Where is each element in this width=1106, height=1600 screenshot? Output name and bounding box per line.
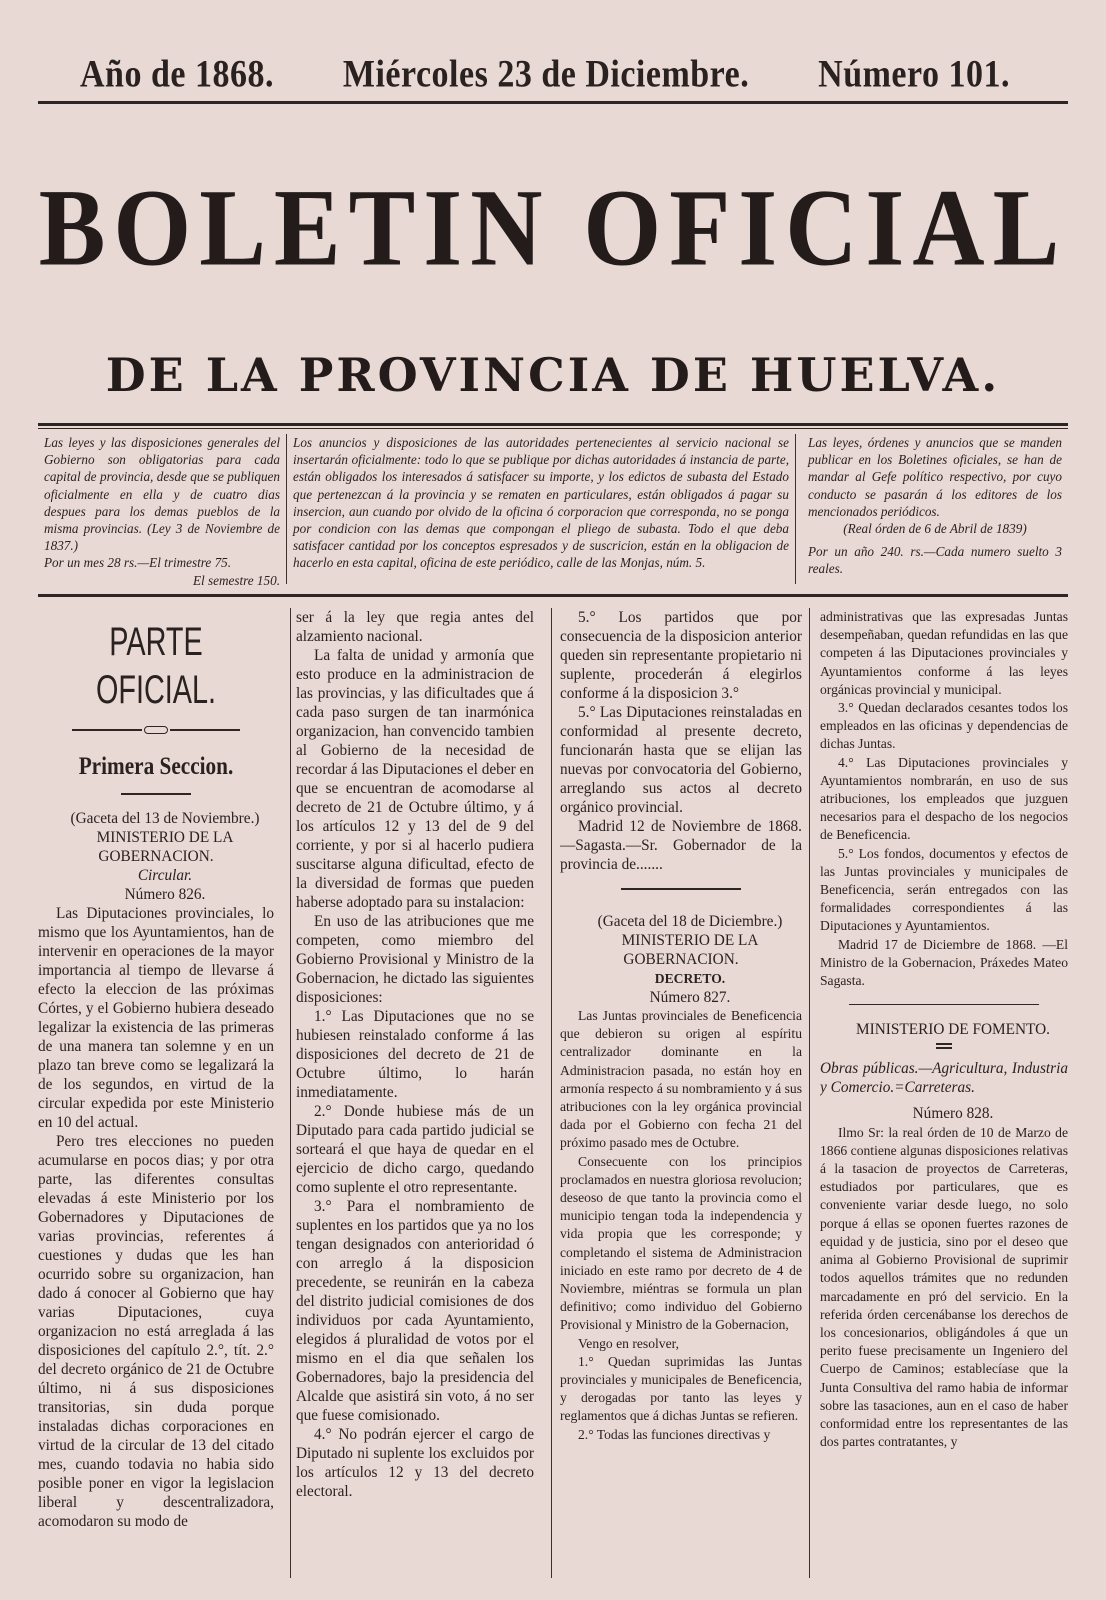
issue-year: Año de 1868.	[80, 53, 274, 96]
document-number: Número 826.	[124, 886, 206, 903]
issue-number: Número 101.	[818, 53, 1010, 96]
paragraph: 1.° Las Diputaciones que no se hubiesen reinstalado conforme á las disposiciones del decreto de 21 de Octubre último, lo harán inmediatamente.	[296, 1008, 534, 1101]
paragraph: En uso de las atribuciones que me competen, como miembro del Gobierno Provisional y Ministro de la Gobernacion, he dictado las siguientes disposiciones:	[296, 913, 534, 1006]
column-1	[38, 608, 274, 1588]
section-rule	[849, 1004, 1039, 1005]
circular-label: Circular.	[137, 867, 193, 884]
notice-left-text: Las leyes y las disposiciones generales del Gobierno son obligatorias para cada capital de provincia, desde que se publiquen oficialmente en ella y de cuatro dias despues para los demas pueblos de la misma provincias. (Ley 3 de Noviembre de 1837.)	[44, 435, 280, 554]
paragraph: 2.° Donde hubiese más de un Diputado para cada partido judicial se sorteará el que haya de quedar en el ejercicio de dicho cargo, quedando como suplente el otro representante.	[296, 1103, 534, 1196]
columns-top-rule	[38, 594, 1068, 597]
paragraph: 5.° Los fondos, documentos y efectos de las Juntas provinciales y municipales de Beneficencia, serán entregados con las formalidades correspondientes á las Diputaciones y Ayuntamientos.	[820, 845, 1068, 934]
paragraph: 4.° No podrán ejercer el cargo de Diputado ni suplente los excluidos por los artículos 12 y 13 del decreto electoral.	[296, 1426, 534, 1500]
section-heading: PARTE OFICIAL.	[95, 620, 217, 712]
masthead-rule	[38, 101, 1068, 104]
paragraph: Consecuente con los principios proclamados en nuestra gloriosa revolucion; deseoso de que tanto la provincia como el municipio tengan toda la independencia y vida propia que les corresponde; y completando el sistema de Administracion iniciado en este ramo por decreto de 4 de Noviembre, miéntras se formula un plan definitivo; como individuo del Gobierno Provisional y Ministro de la Gobernacion,	[560, 1153, 802, 1333]
paragraph: 1.° Quedan suprimidas las Juntas provinciales y municipales de Beneficencia, y derogadas por tanto las leyes y reglamentos que á dichas Juntas se refieren.	[560, 1353, 802, 1424]
paragraph: 2.° Todas las funciones directivas y	[578, 1426, 771, 1442]
paragraph: administrativas que las expresadas Juntas desempeñaban, quedan refundidas en las que competen á las Diputaciones provinciales y Ayuntamientos conforme á las leyes orgánicas provincial y municipal.	[820, 609, 1068, 697]
paragraph: Ilmo Sr: la real órden de 10 de Marzo de 1866 contiene algunas disposiciones relativas á la tasacion de proyectos de Carreteras, estudiados por particulares, que es conveniente variar desde luego, no solo porque á ellas se oponen fuertes razones de equidad y de justicia, sino por el deseo que anima al Gobierno Provisional de suprimir todos aquellos trámites que no redunden marcadamente en pró del servicio. En la referida órden cercenábanse los derechos de los concesionarios, obligándoles á que un perito fuese precisamente un Ingeniero del Cuerpo de Caminos; establecíase que la Junta Consultiva del ramo habia de informar sobre las tasaciones, aun en el caso de haber conformidad entre los representantes de las dos partes contratantes, y	[820, 1124, 1068, 1450]
paragraph: La falta de unidad y armonía que esto produce en la administracion de las provincias, y las dificultades que á cada paso surgen de tan inarmónica organizacion, han convencido tambien al Gobierno de la necesidad de recordar á las Diputaciones el deber en que se encuentran de acomodarse al decreto de 21 de Octubre último, y á los artículos 12 y 13 del de 9 del corriente, y por si al hacerlo pudiera suscitarse alguna dificultad, efecto de la diversidad de formas que pueden haberse adoptado para su instalacion:	[296, 647, 534, 911]
paragraph: 5.° Los partidos que por consecuencia de la disposicion anterior queden sin representante propietario ni suplente, procederán á elegirlos conforme á la disposicion 3.°	[560, 609, 802, 702]
notices-top-rule	[38, 423, 1068, 426]
column-2	[296, 608, 534, 1588]
decree-label: DECRETO.	[654, 971, 726, 986]
ornament-divider	[38, 720, 274, 739]
paragraph: 5.° Las Diputaciones reinstaladas en conformidad al presente decreto, funcionarán hasta que se elijan las nuevas por convocatoria del Gobierno, arreglando sus actos al decreto orgánico provincial.	[560, 704, 802, 816]
article-columns	[38, 608, 1068, 1588]
notice-left-price-1: Por un mes 28 rs.—El trimestre 75.	[44, 555, 232, 571]
column-4	[820, 608, 1068, 1588]
paragraph: Pero tres elecciones no pueden acumularse en pocos dias; y por otra parte, las diferentes consultas elevadas á este Ministerio por los Gobernadores y Diputaciones de varias provincias, referentes á cuestiones y dudas que les han ocurrido sobre su organizacion, han dado á conocer al Gobierno que hay varias Diputaciones, cuya organizacion no está arreglada á las disposiciones del capítulo 2.°, tít. 2.° del decreto orgánico de 21 de Octubre último, ni á sus disposiciones transitorias, sin duda porque instaladas dichas corporaciones en virtud de la circular de 13 del citado mes, cuando todavia no habia sido posible poner en vigor la legislacion liberal y descentralizadora, acomodaron su modo de	[38, 1133, 274, 1530]
subject-heading: Obras públicas.—Agricultura, Industria y Comercio.=Carreteras.	[820, 1060, 1068, 1097]
gazette-reference: (Gaceta del 13 de Noviembre.)	[70, 810, 260, 827]
notice-left-price-2: El semestre 150.	[192, 572, 280, 588]
issue-date: Miércoles 23 de Diciembre.	[342, 53, 750, 96]
paragraph: 3.° Para el nombramiento de suplentes en los partidos que ya no los tengan designados con anterioridad ó con arreglo á la disposicion precedente, se reunirán en la cabeza del distrito judicial comisiones de dos individuos por cada Ayuntamiento, elegidos á pluralidad de votos por el mismo en el dia que señalen los Gobernadores, bajo la presidencia del Alcalde que asistirá sin voto, á no ser que fuese comisionado.	[296, 1198, 534, 1424]
document-number: Número 828.	[912, 1105, 994, 1123]
section-rule	[621, 888, 741, 890]
ministry-heading: MINISTERIO DE FOMENTO.	[856, 1021, 1050, 1039]
notice-right-text: Las leyes, órdenes y anuncios que se manden publicar en los Boletines oficiales, se han de mandar al Gefe político respectivo, por cuyo conducto se pasarán á los editores de los mencionados periódicos.	[808, 435, 1062, 519]
paragraph: Vengo en resolver,	[578, 1335, 679, 1351]
short-rule	[121, 793, 191, 795]
paragraph: Las Diputaciones provinciales, lo mismo que los Ayuntamientos, han de intervenir en operaciones de la mayor importancia al tiempo de llevarse á efecto la eleccion de las próximas Córtes, y el Gobierno hubiera deseado legalizar la existencia de las primeras de una manera tan solemne y en un plazo tan breve como se legalizará la de los segundos, en virtud de la circular expedida por este Ministerio en 10 del actual.	[38, 905, 274, 1131]
notice-right-citation: (Real órden de 6 de Abril de 1839)	[843, 521, 1027, 537]
subscription-notices	[38, 434, 1068, 588]
section-subheading: Primera Seccion.	[78, 753, 234, 780]
document-number: Número 827.	[649, 989, 731, 1006]
decree-body	[560, 1007, 802, 1444]
notices-top-rule-thin	[38, 428, 1068, 429]
paragraph: Madrid 17 de Diciembre de 1868. —El Ministro de la Gobernacion, Práxedes Mateo Sagasta.	[820, 936, 1068, 989]
dateline	[80, 49, 1010, 102]
paragraph: Las Juntas provinciales de Beneficencia que debieron su origen al espíritu centralizador dominante en la Administracion pasada, no están hoy en armonía respecto á su nombramiento y á sus atribuciones con la ley orgánica provincial dada por el Gobierno con fecha 21 del próximo pasado mes de Octubre.	[560, 1008, 802, 1151]
ministry-heading: MINISTERIO DE LA GOBERNACION.	[96, 829, 234, 865]
gazette-reference: (Gaceta del 18 de Diciembre.)	[597, 913, 783, 930]
ministry-heading: MINISTERIO DE LA GOBERNACION.	[621, 932, 759, 968]
notice-right	[796, 434, 1068, 584]
paragraph: 4.° Las Diputaciones provinciales y Ayuntamientos nombrarán, en uso de sus atribuciones, los empleados que juzguen necesarios para el despacho de los negocios de Beneficencia.	[820, 754, 1068, 843]
column-3	[560, 608, 802, 1588]
newspaper-subtitle: DE LA PROVINCIA DE HUELVA.	[105, 348, 1001, 402]
notice-right-price: Por un año 240. rs.—Cada numero suelto 3 reales.	[808, 544, 1062, 577]
notice-middle-text: Los anuncios y disposiciones de las autoridades pertenecientes al servicio nacional se insertarán oficialmente: todo lo que se publique por dichas autoridades á instancia de parte, están obligados los interesados á satisfacer su importe, y los edictos de subasta del Estado que pertenezcan á la provincia y se rematen en particulares, están obligados á pagar su insercion, aun cuando por olvido de la oficina ó corporacion que corresponda, no se ponga por condicion con las demas que compongan el pliego de subasta. Todo el que deba satisfacer cantidad por los conceptos espresados y de suscricion, están en la obligacion de hacerlo en esta capital, oficina de este periódico, calle de las Monjas, núm. 5.	[293, 435, 789, 571]
paragraph: ser á la ley que regia antes del alzamiento nacional.	[296, 609, 534, 645]
newspaper-title: BOLETIN OFICIAL	[38, 166, 1068, 289]
paragraph: 3.° Quedan declarados cesantes todos los empleados en las oficinas y dependencias de dichas Juntas.	[820, 700, 1068, 752]
notice-left	[38, 434, 286, 588]
double-rule	[936, 1043, 952, 1049]
paragraph: Madrid 12 de Noviembre de 1868.—Sagasta.—Sr. Gobernador de la provincia de.......	[560, 818, 802, 873]
notice-middle	[286, 434, 796, 584]
